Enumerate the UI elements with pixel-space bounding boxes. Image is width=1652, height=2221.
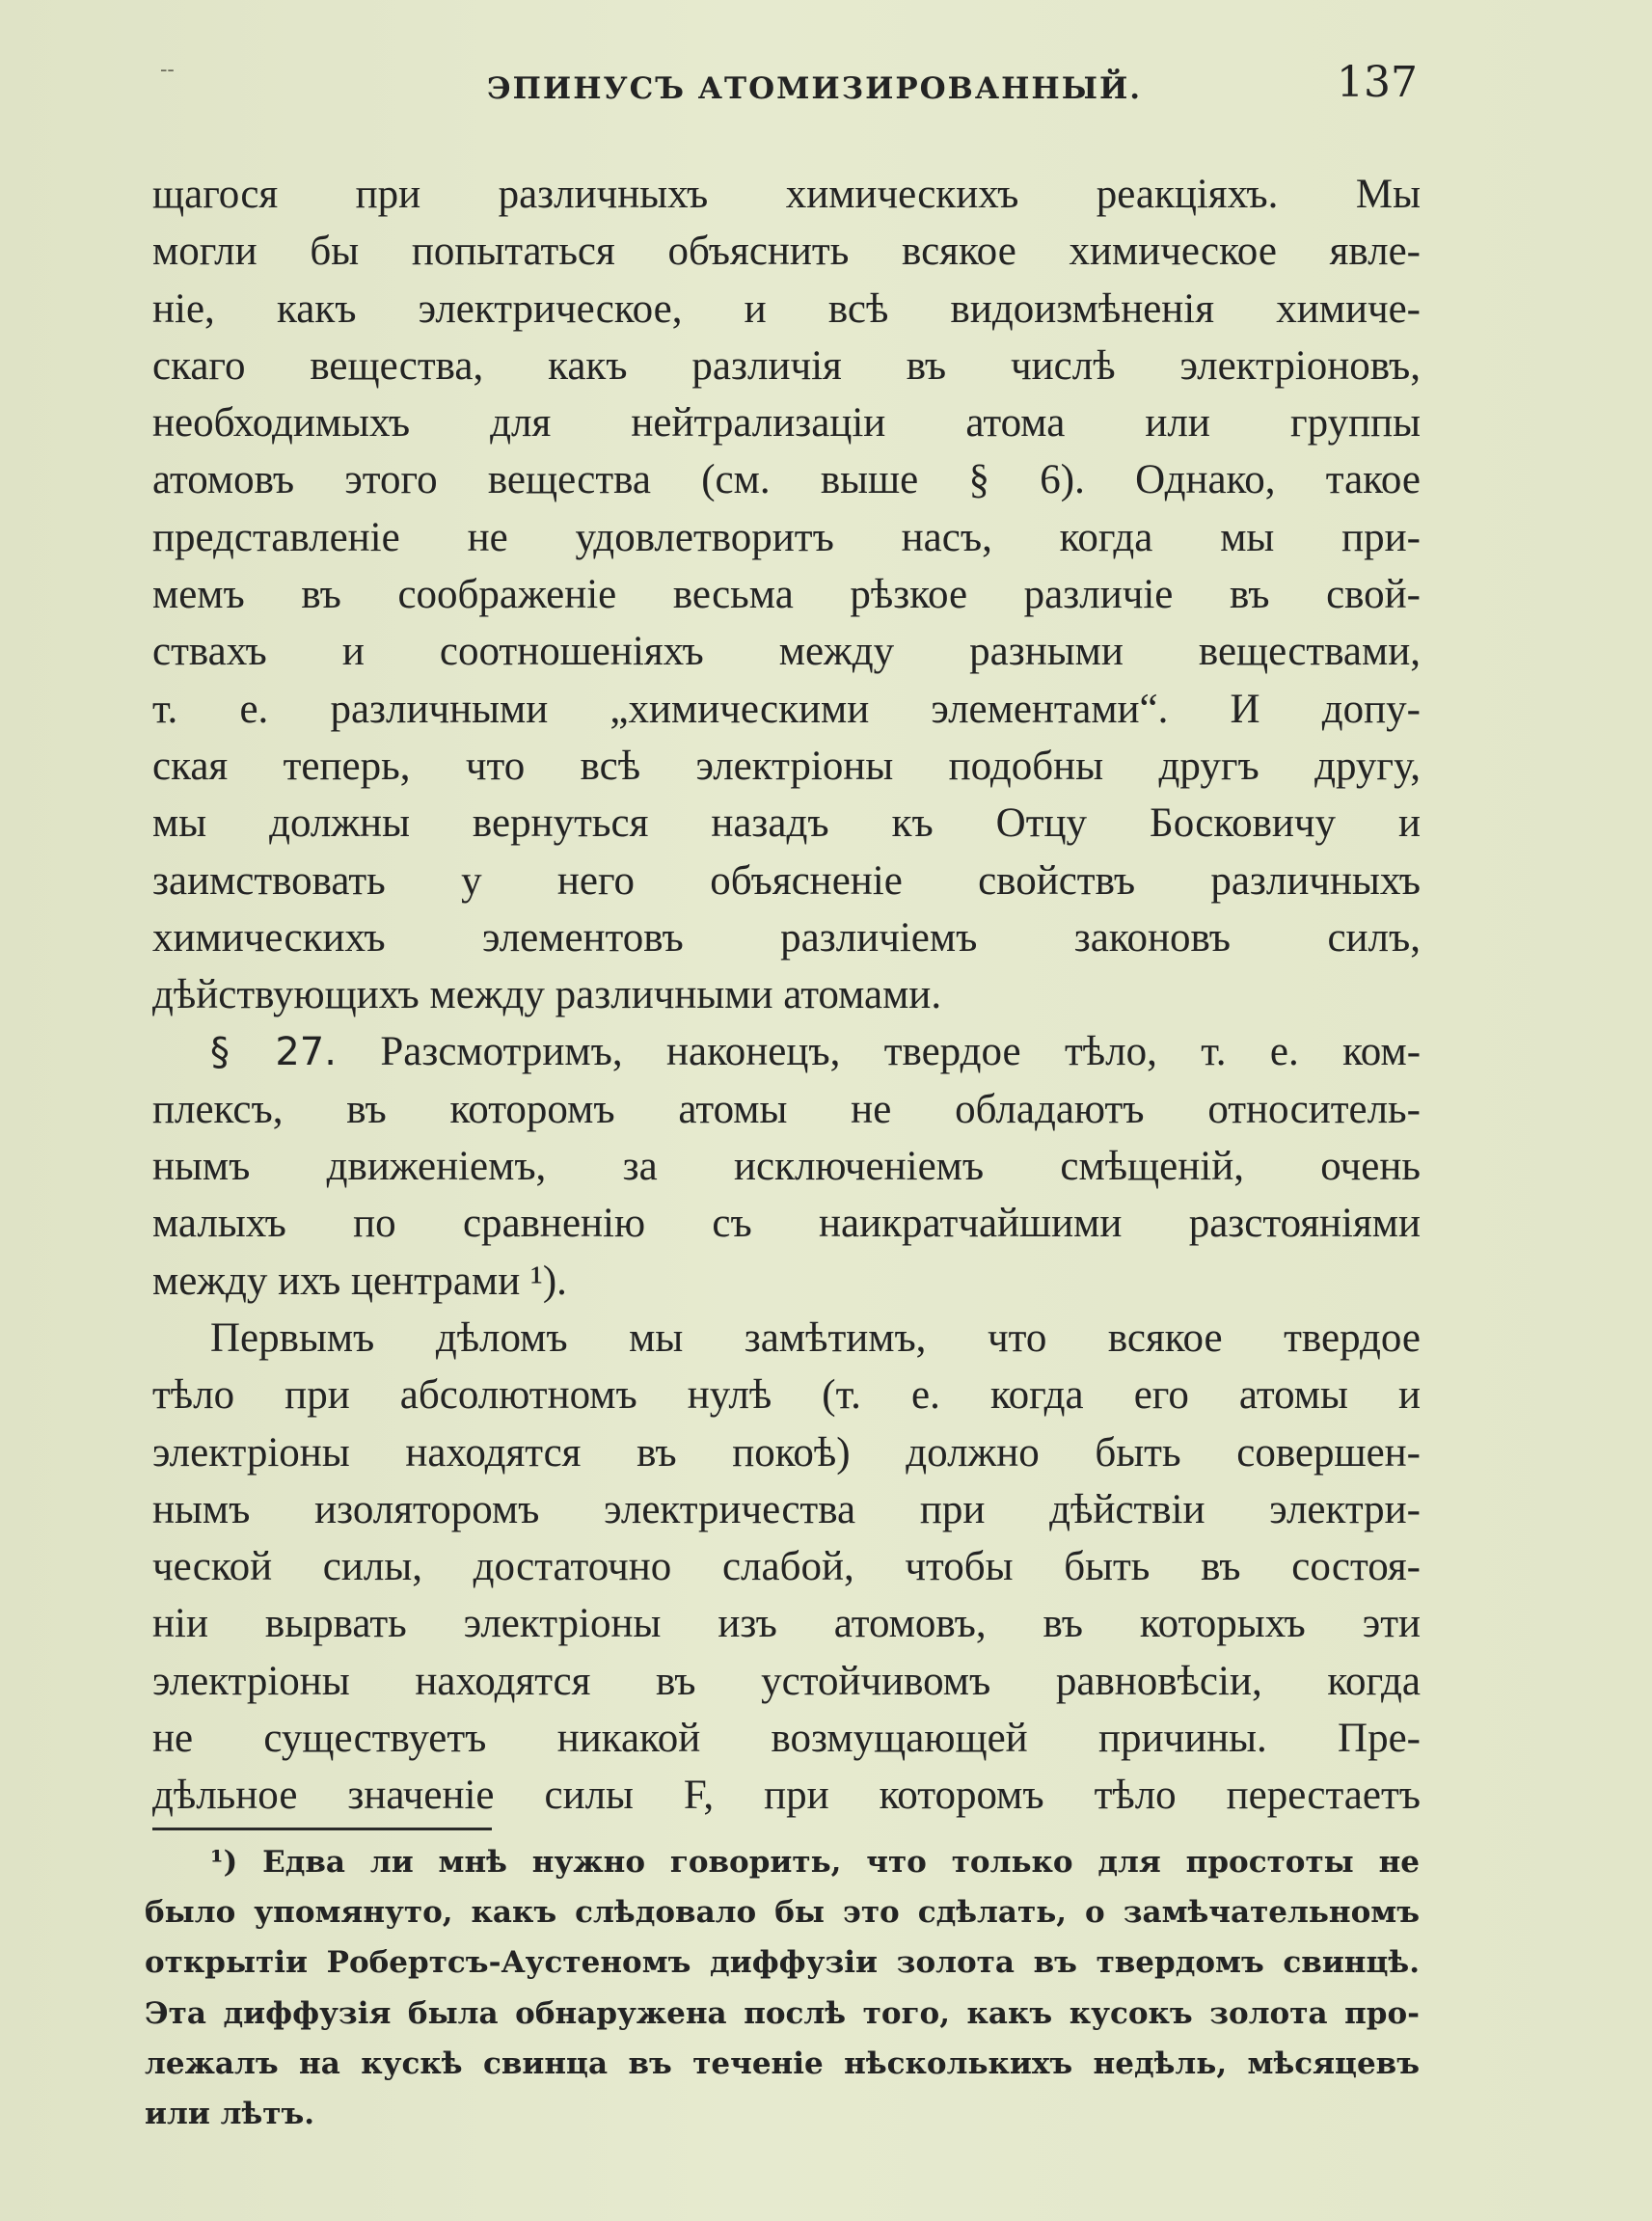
text-line: электріоны находятся въ покоѣ) должно быть совершен- — [152, 1429, 1421, 1476]
text-line: скаго вещества, какъ различія въ числѣ электріоновъ, — [152, 342, 1421, 389]
footnote-line: Эта диффузія была обнаружена послѣ того, какъ кусокъ золота про- — [145, 1995, 1420, 2031]
footnote-line: лежалъ на кускѣ свинца въ теченіе нѣсколькихъ недѣль, мѣсяцевъ — [145, 2045, 1420, 2081]
text-line: мемъ въ соображеніе весьма рѣзкое различіе въ свой- — [152, 572, 1421, 618]
footnote — [145, 1837, 1420, 2139]
text-line: мы должны вернуться назадъ къ Отцу Босковичу и — [152, 800, 1421, 847]
text-line: дѣйствующихъ между различными атомами. — [152, 972, 942, 1018]
text-line: электріоны находятся въ устойчивомъ равновѣсіи, когда — [152, 1658, 1421, 1704]
page-number: 137 — [1337, 58, 1418, 107]
footnote-line: открытіи Робертсъ-Аустеномъ диффузіи золота въ твердомъ свинцѣ. — [145, 1945, 1420, 1981]
text-line: могли бы попытаться объяснить всякое химическое явле- — [152, 229, 1421, 275]
text-line: химическихъ элементовъ различіемъ законовъ силъ, — [152, 914, 1421, 961]
text-line: дѣльное значеніе силы F, при которомъ тѣло перестаетъ — [152, 1773, 1421, 1819]
text-line: тѣло при абсолютномъ нулѣ (т. е. когда его атомы и — [152, 1372, 1421, 1419]
text-line: представленіе не удовлетворитъ насъ, когда мы при- — [152, 514, 1421, 560]
text-line: ніи вырвать электріоны изъ атомовъ, въ которыхъ эти — [152, 1601, 1421, 1647]
text-line: ніе, какъ электрическое, и всѣ видоизмѣненія химиче- — [152, 285, 1421, 332]
text-line: ствахъ и соотношеніяхъ между разными веществами, — [152, 629, 1421, 675]
corner-mark: -- — [160, 58, 175, 82]
running-head — [154, 58, 1418, 135]
main-text — [152, 166, 1421, 1825]
text-line: заимствовать у него объясненіе свойствъ различныхъ — [152, 857, 1421, 904]
text-line: нымъ изоляторомъ электричества при дѣйствіи электри- — [152, 1486, 1421, 1532]
text-line: нымъ движеніемъ, за исключеніемъ смѣщеній, очень — [152, 1144, 1421, 1190]
text-line: малыхъ по сравненію съ наикратчайшими разстояніями — [152, 1201, 1421, 1247]
text-line: ческой силы, достаточно слабой, чтобы быть въ состоя- — [152, 1544, 1421, 1590]
text-line: не существуетъ никакой возмущающей причины. Пре- — [152, 1716, 1421, 1762]
text-line: ская теперь, что всѣ электріоны подобны другъ другу, — [152, 743, 1421, 789]
footnote-divider — [152, 1828, 492, 1830]
section-number: § 27. — [210, 1030, 337, 1075]
text-line: атомовъ этого вещества (см. выше § 6). Однако, такое — [152, 457, 1421, 503]
section-first-line — [152, 1023, 1421, 1080]
running-title: ЭПИНУСЪ АТОМИЗИРОВАННЫЙ. — [487, 71, 1143, 106]
footnote-line: было упомянуто, какъ слѣдовало бы это сдѣлать, о замѣчательномъ — [145, 1895, 1420, 1931]
section-first-text: Разсмотримъ, наконецъ, твердое тѣло, т. е. ком- — [380, 1029, 1421, 1075]
text-line: необходимыхъ для нейтрализаціи атома или группы — [152, 400, 1421, 447]
text-line: т. е. различными „химическими элементами“. И допу- — [152, 686, 1421, 732]
paragraph-first-line: Первымъ дѣломъ мы замѣтимъ, что всякое твердое — [210, 1314, 1421, 1361]
text-line: между ихъ центрами ¹). — [152, 1258, 567, 1304]
footnote-line: или лѣтъ. — [145, 2096, 315, 2131]
footnote-first-line: ¹) Едва ли мнѣ нужно говорить, что только для простоты не — [210, 1845, 1420, 1880]
text-line: щагося при различныхъ химическихъ реакціяхъ. Мы — [152, 172, 1421, 217]
text-line: плексъ, въ которомъ атомы не обладаютъ относитель- — [152, 1086, 1421, 1132]
